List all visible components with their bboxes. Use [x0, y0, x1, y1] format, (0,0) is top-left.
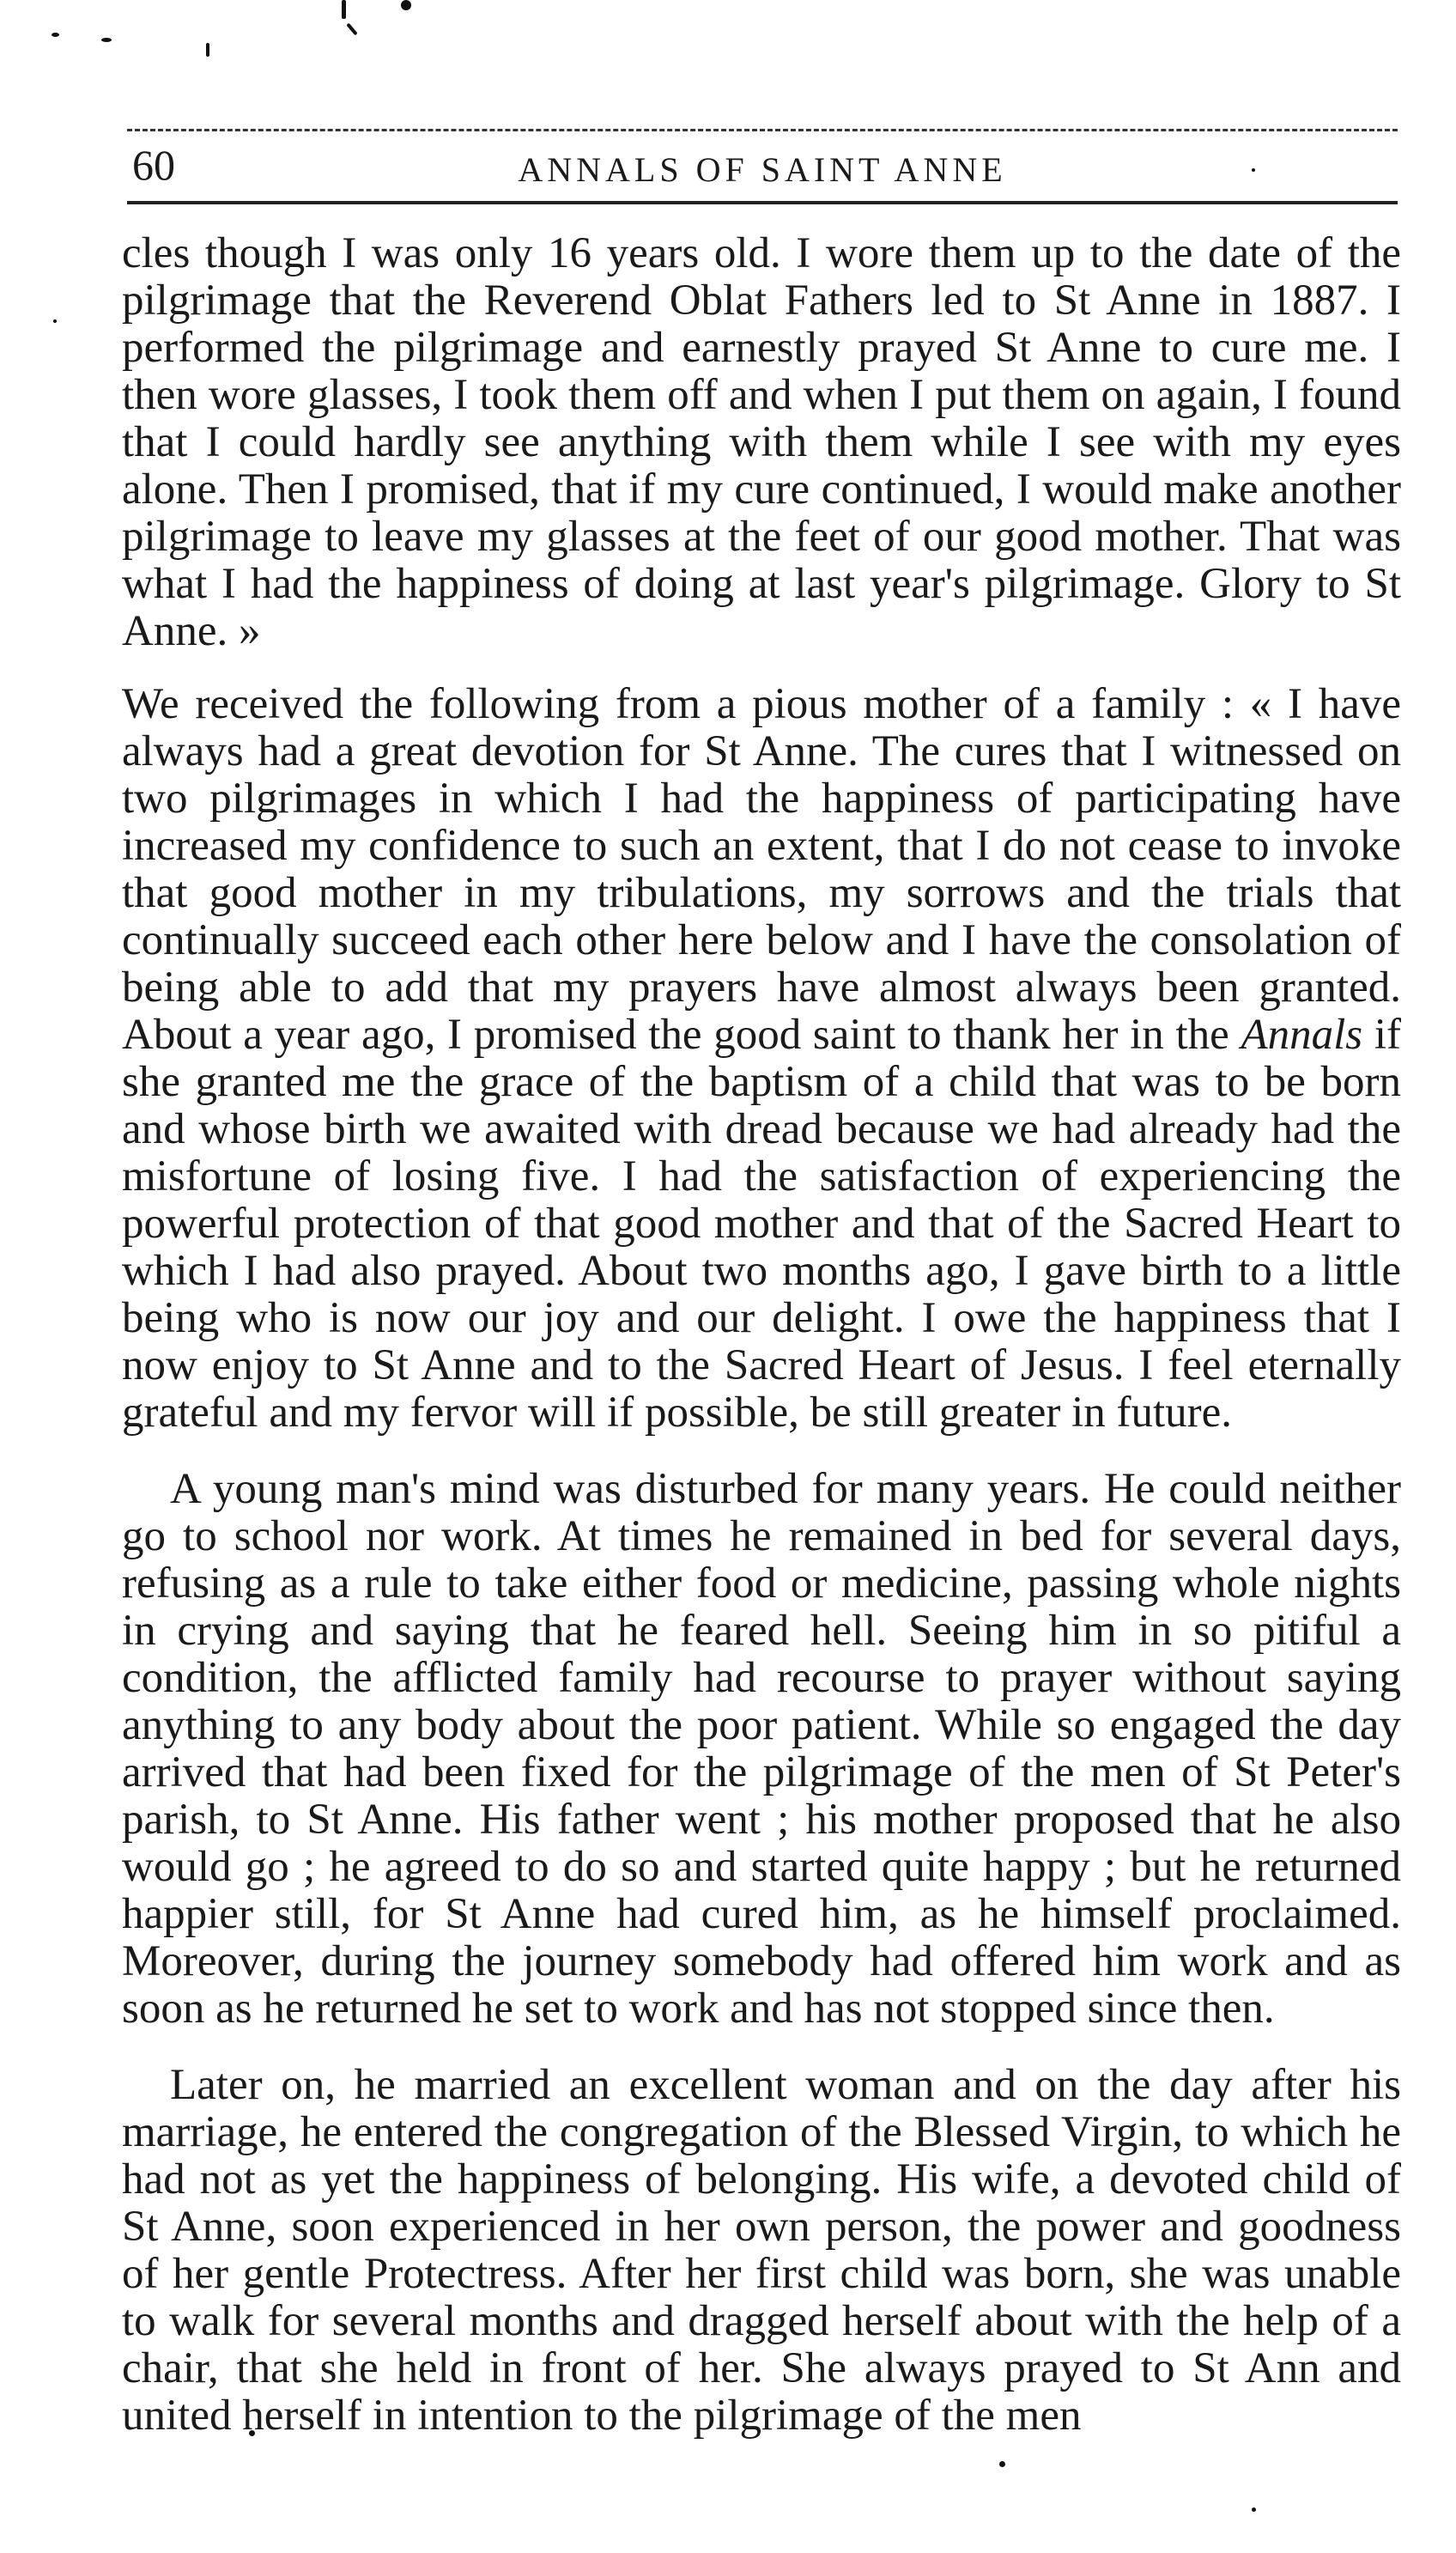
page-number: 60: [132, 141, 175, 189]
header-top-rule: [127, 129, 1398, 131]
annals-title-italic: Annals: [1241, 1011, 1363, 1059]
paragraph-2: [122, 681, 1401, 1437]
scan-speck: [52, 33, 59, 37]
paragraph-3: A young man's mind was disturbed for many years. He could neither go to school nor work. At times he remained in bed for several days, refusing as a rule to take either food or medicine, passing whole nights in crying and saying that he feared hell. Seeing him in so pitiful a condition, the afflicted family had recourse to prayer without saying anything to any body about the poor patient. While so engaged the day arrived that had been fixed for the pilgrimage of the men of St Peter's parish, to St Anne. His father went ; his mother proposed that he also would go ; he agreed to do so and started quite happy ; but he returned happier still, for St Anne had cured him, as he himself proclaimed. Moreover, during the journey somebody had offered him work and as soon as he returned he set to work and has not stopped since then.: [122, 1465, 1401, 2033]
scan-speck: [101, 38, 112, 42]
body-text: [122, 230, 1401, 2469]
paragraph-2-part-2: if she granted me the grace of the baptism of a child that was to be born and whose birth we awaited with dread because we had already had the misfortune of losing five. I had the satisfaction of experiencing the powerful protection of that good mother and that of the Sacred Heart to which I had also prayed. About two months ago, I gave birth to a little being who is now our joy and our delight. I owe the happiness that I now enjoy to St Anne and to the Sacred Heart of Jesus. I feel eternally grateful and my fervor will if possible, be still greater in future.: [122, 1011, 1402, 1437]
scan-speck: [346, 23, 357, 36]
scan-speck: [53, 319, 57, 323]
scan-speck: [401, 0, 411, 10]
paragraph-2-part-1: We received the following from a pious mother of a family : « I have always had a great devotion for St Anne. The cures that I witnessed on two pilgrimages in which I had the happiness of participating have increased my confidence to such an extent, that I do not cease to invoke that good mother in my tribulations, my sorrows and the trials that continually succeed each other here below and I have the consolation of being able to add that my prayers have almost always been granted. About a year ago, I promised the good saint to thank her in the: [122, 680, 1401, 1059]
running-head: ANNALS OF SAINT ANNE: [518, 150, 1007, 189]
header-bottom-rule: [127, 201, 1398, 204]
scan-speck: [342, 0, 346, 19]
paragraph-4: Later on, he married an excellent woman and on the day after his marriage, he entered the congregation of the Blessed Virgin, to which he had not as yet the happiness of belonging. His wife, a devoted child of St Anne, soon experienced in her own person, the power and goodness of her gentle Protectress. After her first child was born, she was unable to walk for several months and dragged herself about with the help of a chair, that she held in front of her. She always prayed to St Ann and united herself in intention to the pilgrimage of the men: [122, 2061, 1401, 2440]
scan-speck: [206, 43, 209, 57]
page-header: [127, 129, 1398, 215]
scan-speck: [1252, 2507, 1256, 2512]
paragraph-1: cles though I was only 16 years old. I wore them up to the date of the pilgrimage that the Reverend Oblat Fathers led to St Anne in 1887. I performed the pilgrimage and earnestly prayed St Anne to cure me. I then wore glasses, I took them off and when I put them on again, I found that I could hardly see anything with them while I see with my eyes alone. Then I promised, that if my cure continued, I would make another pilgrimage to leave my glasses at the feet of our good mother. That was what I had the happiness of doing at last year's pilgrimage. Glory to St Anne. »: [122, 229, 1401, 655]
